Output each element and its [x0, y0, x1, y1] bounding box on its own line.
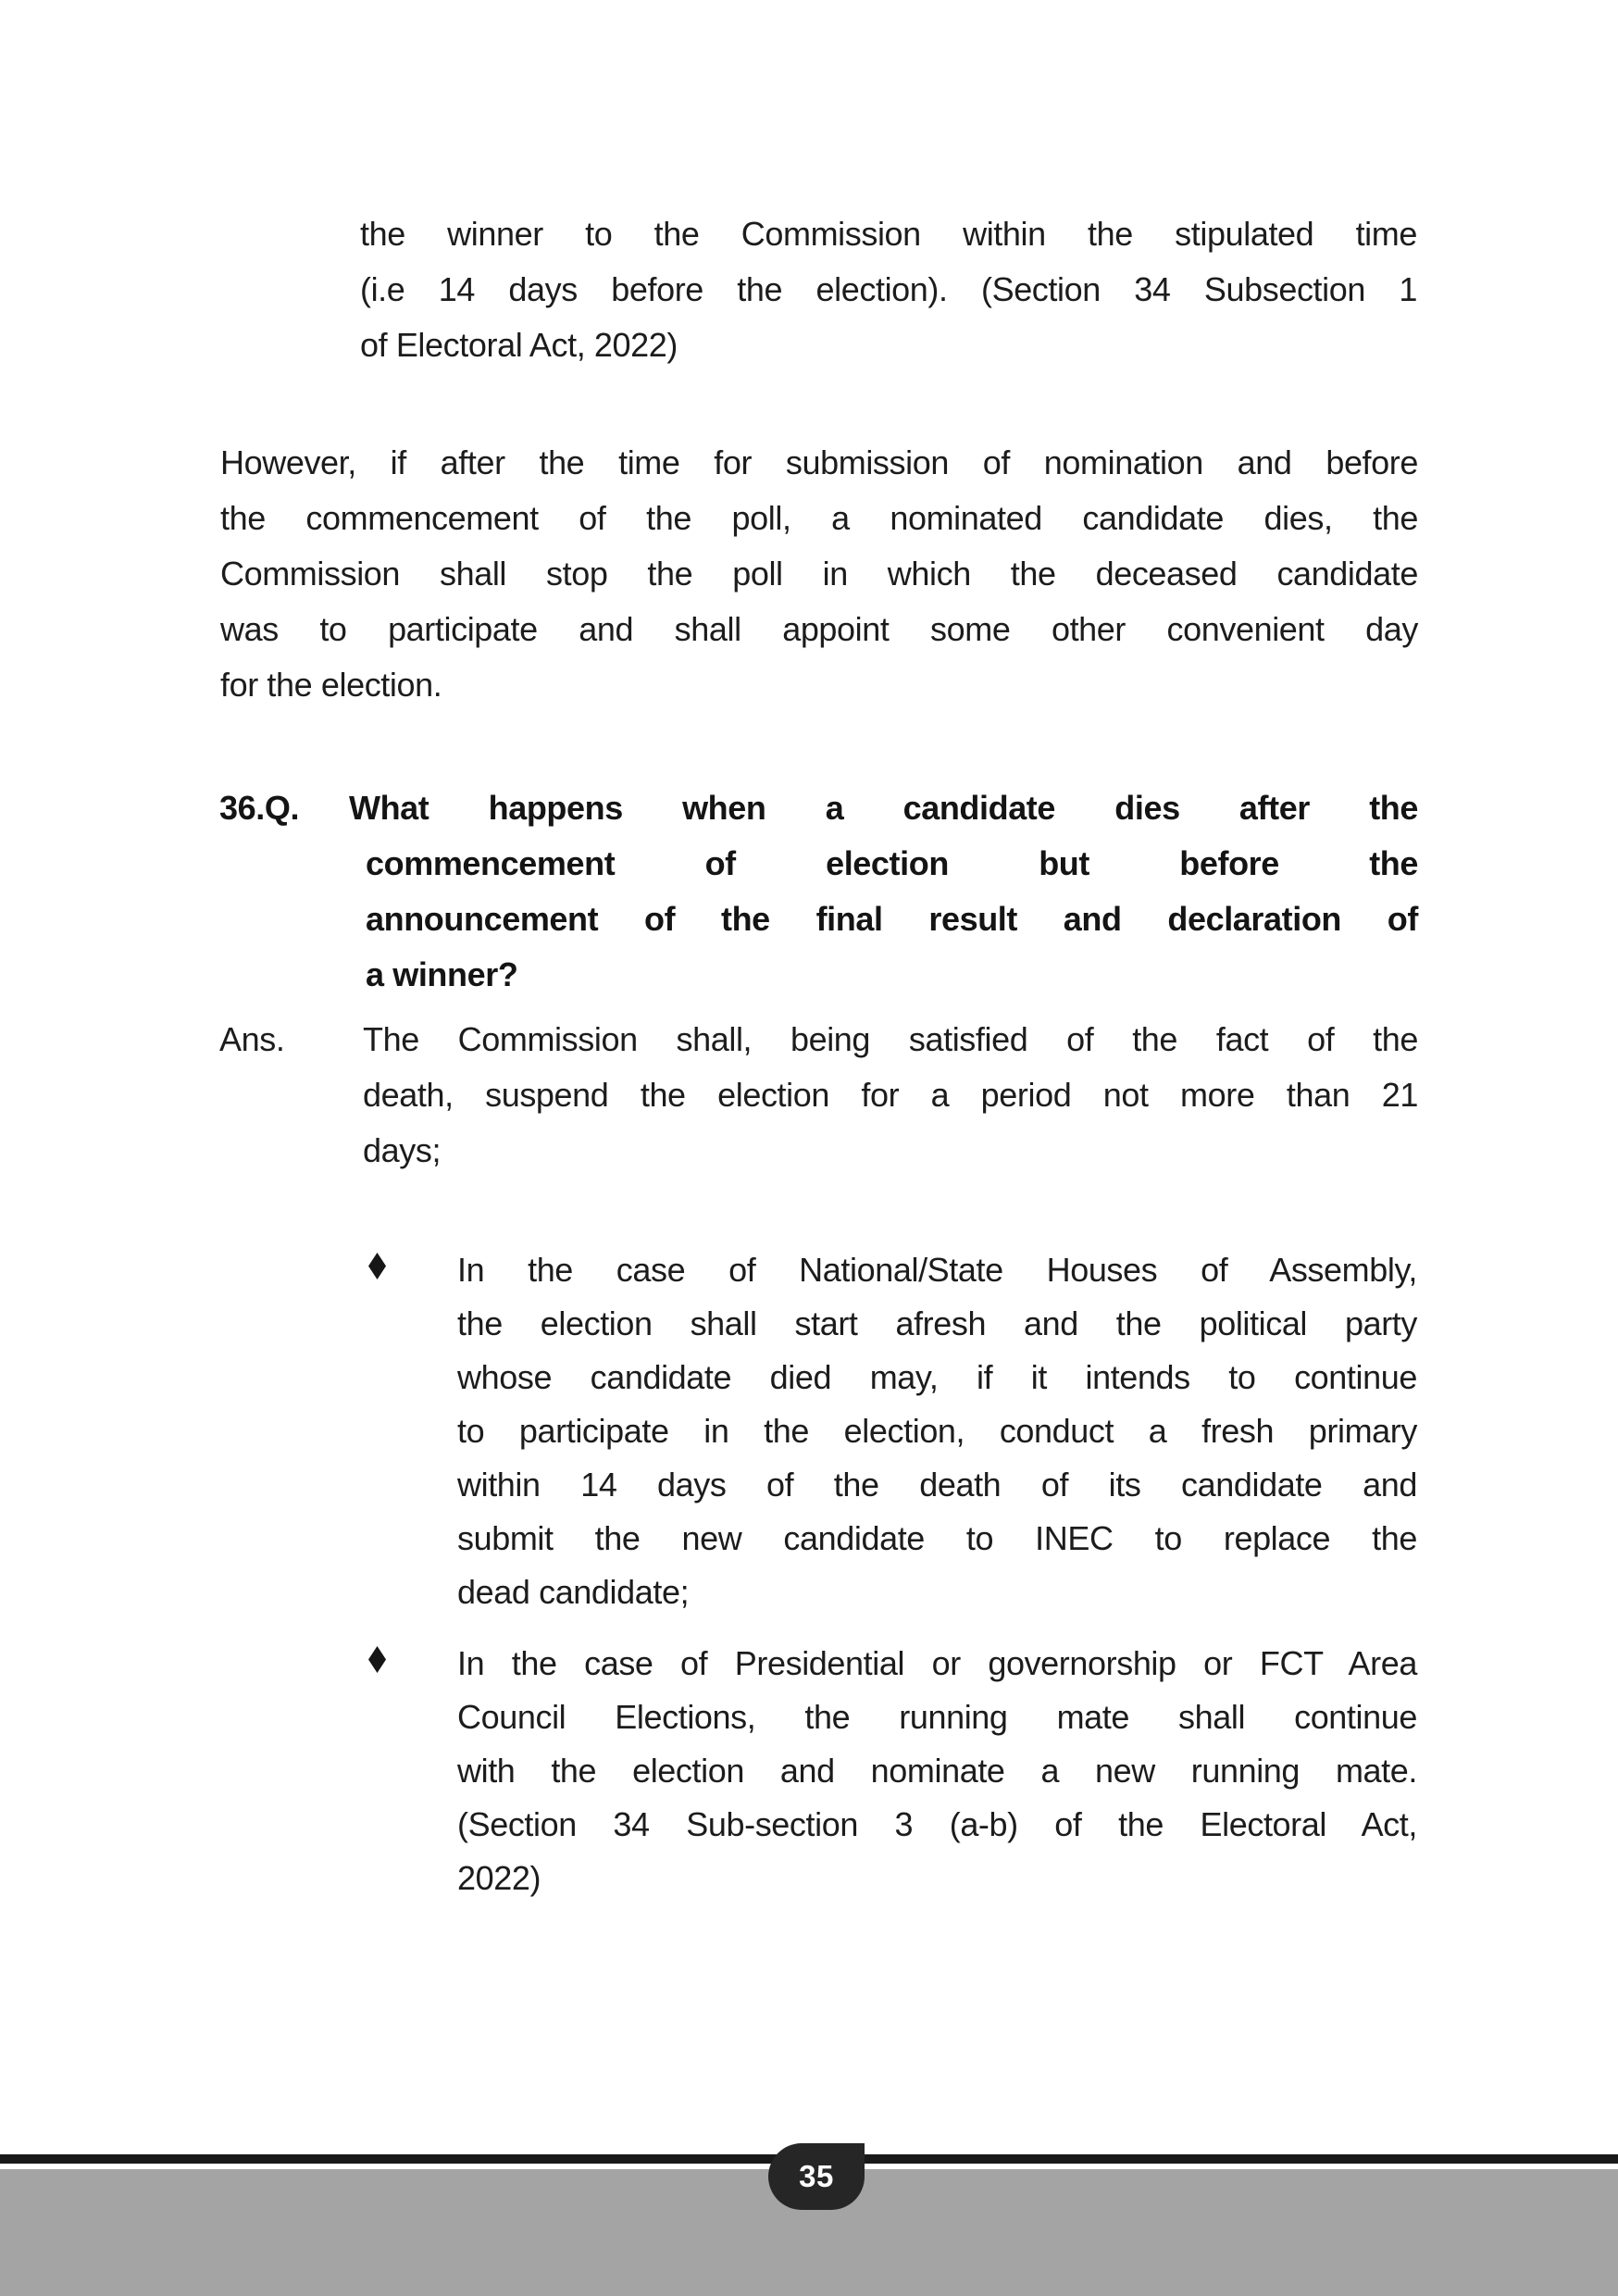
bullet-item-assembly: [368, 1243, 1417, 1619]
text-line: the winner to the Commission within the stipulated time: [360, 215, 1417, 253]
text-line: Commission shall stop the poll in which the deceased candidate: [220, 555, 1418, 593]
text-line: However, if after the time for submission of nomination and before: [220, 443, 1418, 481]
question-number-label: 36.Q.: [219, 789, 300, 827]
diamond-bullet-icon: [368, 1253, 386, 1279]
answer-text-line: death, suspend the election for a period not more than 21: [363, 1076, 1418, 1114]
question-text-line: a winner?: [366, 955, 518, 993]
bullet-text-line: whose candidate died may, if it intends to continue: [457, 1358, 1417, 1396]
answer-text-line: The Commission shall, being satisfied of the fact of the: [363, 1020, 1418, 1058]
page-number-badge: [768, 2143, 865, 2210]
answer-label: Ans.: [219, 1020, 285, 1058]
bullet-text-line: to participate in the election, conduct a fresh primary: [457, 1412, 1417, 1450]
bullet-text-line: within 14 days of the death of its candidate and: [457, 1466, 1417, 1504]
bullet-text-line: the election shall start afresh and the political party: [457, 1304, 1417, 1342]
text-line: of Electoral Act, 2022): [360, 326, 678, 364]
page-number: 35: [799, 2159, 834, 2193]
body-paragraph: [220, 435, 1418, 713]
diamond-bullet-icon: [368, 1646, 386, 1673]
bullet-text-line: Council Elections, the running mate shall continue: [457, 1698, 1417, 1736]
intro-continuation-paragraph: [360, 206, 1417, 373]
bullet-text-line: with the election and nominate a new running mate.: [457, 1752, 1417, 1790]
bullet-text-line: In the case of National/State Houses of Assembly,: [457, 1251, 1417, 1289]
bullet-text-line: dead candidate;: [457, 1573, 690, 1611]
bullet-text-line: In the case of Presidential or governorship or FCT Area: [457, 1644, 1417, 1682]
question-text-line: commencement of election but before the: [366, 844, 1418, 882]
bullet-text-line: submit the new candidate to INEC to replace the: [457, 1519, 1417, 1557]
bullet-item-presidential: [368, 1637, 1417, 1905]
text-line: (i.e 14 days before the election). (Section 34 Subsection 1: [360, 270, 1417, 308]
bullet-text-line: 2022): [457, 1859, 541, 1897]
question-36-block: [219, 780, 1418, 1003]
question-text-line: What happens when a candidate dies after the: [349, 789, 1418, 827]
text-line: the commencement of the poll, a nominated candidate dies, the: [220, 499, 1418, 537]
question-text-line: announcement of the final result and declaration of: [366, 900, 1418, 938]
text-line: for the election.: [220, 666, 442, 704]
text-line: was to participate and shall appoint some other convenient day: [220, 610, 1418, 648]
answer-text-line: days;: [363, 1131, 442, 1169]
answer-36-block: [219, 1012, 1418, 1179]
bullet-text-line: (Section 34 Sub-section 3 (a-b) of the Electoral Act,: [457, 1805, 1417, 1843]
